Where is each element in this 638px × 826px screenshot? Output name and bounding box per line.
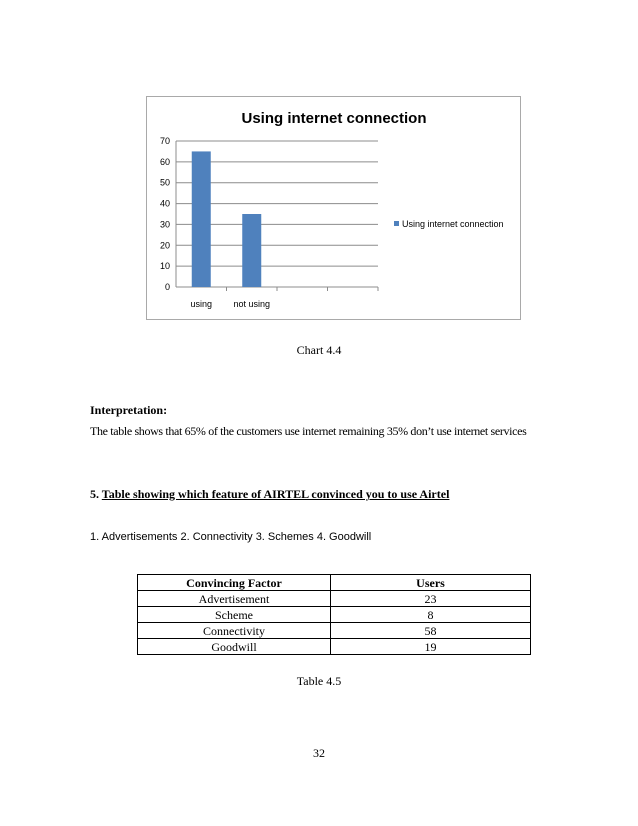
cell-users: 19 [331, 639, 531, 655]
y-tick-label: 60 [159, 156, 170, 167]
section-number: 5. [90, 487, 102, 501]
section-heading [90, 487, 449, 502]
x-tick-label: not using [233, 299, 271, 309]
chart-title: Using internet connection [241, 110, 427, 127]
table-row [138, 639, 531, 655]
table-row [138, 607, 531, 623]
cell-factor: Connectivity [138, 623, 331, 639]
y-tick-label: 0 [164, 282, 170, 292]
interpretation-heading: Interpretation: [90, 403, 168, 417]
section-title: Table showing which feature of AIRTEL convinced you to use Airtel [101, 487, 450, 501]
y-tick-label: 70 [159, 136, 170, 146]
x-tick-label: using [190, 299, 213, 309]
cell-users: 58 [331, 623, 531, 639]
y-tick-label: 50 [159, 177, 170, 188]
legend-swatch [394, 221, 399, 226]
feature-options: 1. Advertisements 2. Connectivity 3. Schemes 4. Goodwill [90, 531, 372, 543]
factor-table [137, 574, 531, 655]
y-tick-label: 20 [159, 240, 170, 251]
cell-factor: Goodwill [138, 639, 331, 655]
y-tick-label: 10 [159, 261, 170, 272]
table-row [138, 623, 531, 639]
header-users: Users [331, 575, 531, 591]
chart-caption: Chart 4.4 [296, 343, 342, 357]
bar [242, 214, 261, 287]
page-number: 32 [313, 746, 325, 760]
header-factor: Convincing Factor [138, 575, 331, 591]
y-tick-label: 30 [159, 219, 170, 230]
interpretation-text: The table shows that 65% of the customers use internet remaining 35% don’t use internet services [90, 424, 527, 438]
chart-container [146, 96, 521, 320]
bar [192, 151, 211, 287]
cell-factor: Scheme [138, 607, 331, 623]
table-header-row [138, 575, 531, 591]
bar-chart [147, 97, 522, 321]
cell-users: 23 [331, 591, 531, 607]
table-caption: Table 4.5 [296, 674, 342, 688]
legend-label: Using internet connection [402, 219, 504, 229]
y-tick-label: 40 [159, 198, 170, 209]
table-row [138, 591, 531, 607]
cell-users: 8 [331, 607, 531, 623]
cell-factor: Advertisement [138, 591, 331, 607]
